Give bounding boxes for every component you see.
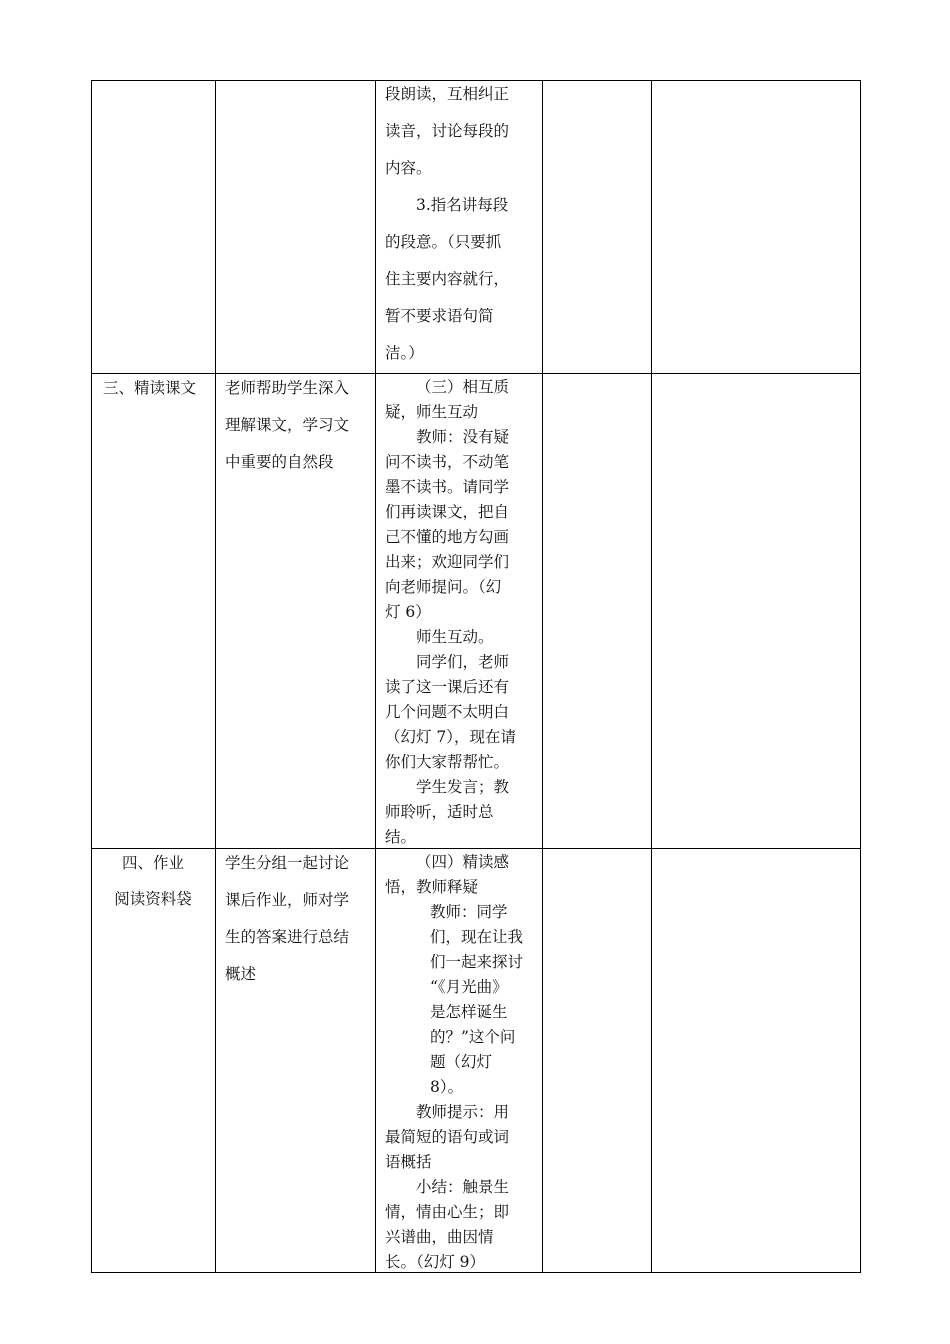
text-line: 四、作业 — [121, 854, 184, 872]
text-line: 们再读课文，把自 — [385, 503, 510, 521]
text-line: 理解课文，学习文 — [225, 416, 350, 434]
column-divider-3 — [542, 80, 543, 1273]
text-line: （三）相互质 — [416, 378, 510, 396]
row1-activity-cell — [385, 76, 540, 372]
text-line: 住主要内容就行， — [385, 270, 510, 288]
text-line: 读音，讨论每段的 — [385, 122, 510, 140]
text-line: 三、精读课文 — [103, 379, 197, 397]
text-line: 几个问题不太明白 — [385, 703, 510, 721]
text-line: 阅读资料袋 — [114, 890, 192, 908]
text-line: 小结：触景生 — [416, 1178, 510, 1196]
table-border-right — [860, 80, 861, 1273]
text-line: 教师：同学 — [430, 903, 508, 921]
text-line: 悟，教师释疑 — [385, 878, 479, 896]
text-line: 洁。） — [385, 344, 424, 362]
text-line: 是怎样诞生 — [430, 1003, 508, 1021]
text-line: 疑，师生互动 — [385, 403, 479, 421]
text-line: 师聆听，适时总 — [385, 803, 494, 821]
text-line: 长。（幻灯 9） — [385, 1253, 486, 1271]
text-line: 出来；欢迎同学们 — [385, 553, 510, 571]
text-line: “《月光曲》 — [430, 978, 508, 996]
row2-stage-cell — [103, 370, 211, 407]
text-line: 结。 — [385, 828, 417, 846]
text-line: 学生发言；教 — [416, 778, 510, 796]
text-line: 老师帮助学生深入 — [225, 379, 350, 397]
text-line: 概述 — [225, 965, 257, 983]
table-border-left — [91, 80, 92, 1273]
row3-stage-cell — [93, 845, 213, 917]
text-line: 段朗读，互相纠正 — [385, 85, 510, 103]
text-line: 暂不要求语句简 — [385, 307, 494, 325]
text-line: 兴谱曲，曲因情 — [385, 1228, 494, 1246]
text-line: 中重要的自然段 — [225, 453, 334, 471]
text-line: 语概括 — [385, 1153, 432, 1171]
row2-goal-cell — [225, 370, 373, 481]
text-line: 己不懂的地方勾画 — [385, 528, 510, 546]
text-line: 生的答案进行总结 — [225, 928, 350, 946]
row3-teacher-question-block — [385, 900, 540, 1100]
text-line: 问不读书，不动笔 — [385, 453, 510, 471]
column-divider-2 — [375, 80, 376, 1273]
text-line: 题（幻灯 — [430, 1053, 493, 1071]
text-line: 向老师提问。（幻 — [385, 578, 502, 596]
text-line: 8）。 — [430, 1078, 464, 1096]
text-line: 情，情由心生；即 — [385, 1203, 510, 1221]
column-divider-4 — [651, 80, 652, 1273]
row2-activity-cell — [385, 375, 540, 850]
text-line: 们，现在让我 — [430, 928, 524, 946]
text-line: 你们大家帮帮忙。 — [385, 753, 510, 771]
text-line: 课后作业，师对学 — [225, 891, 350, 909]
text-line: 学生分组一起讨论 — [225, 854, 350, 872]
row3-activity-summary — [385, 1100, 540, 1275]
text-line: 读了这一课后还有 — [385, 678, 510, 696]
text-line: 3.指名讲每段 — [416, 196, 509, 214]
text-line: （四）精读感 — [416, 853, 510, 871]
text-line: 灯 6） — [385, 603, 431, 621]
text-line: 最简短的语句或词 — [385, 1128, 510, 1146]
text-line: 的？”这个问 — [430, 1028, 516, 1046]
text-line: （幻灯 7），现在请 — [385, 728, 517, 746]
text-line: 师生互动。 — [416, 628, 494, 646]
column-divider-1 — [215, 80, 216, 1273]
text-line: 墨不读书。请同学 — [385, 478, 510, 496]
row3-goal-cell — [225, 845, 373, 993]
text-line: 内容。 — [385, 159, 432, 177]
text-line: 们一起来探讨 — [430, 953, 524, 971]
row3-activity-cell — [385, 850, 540, 1275]
text-line: 教师提示：用 — [416, 1103, 510, 1121]
row3-activity-heading — [385, 850, 540, 900]
text-line: 同学们，老师 — [416, 653, 510, 671]
text-line: 教师：没有疑 — [416, 428, 510, 446]
text-line: 的段意。（只要抓 — [385, 233, 502, 251]
